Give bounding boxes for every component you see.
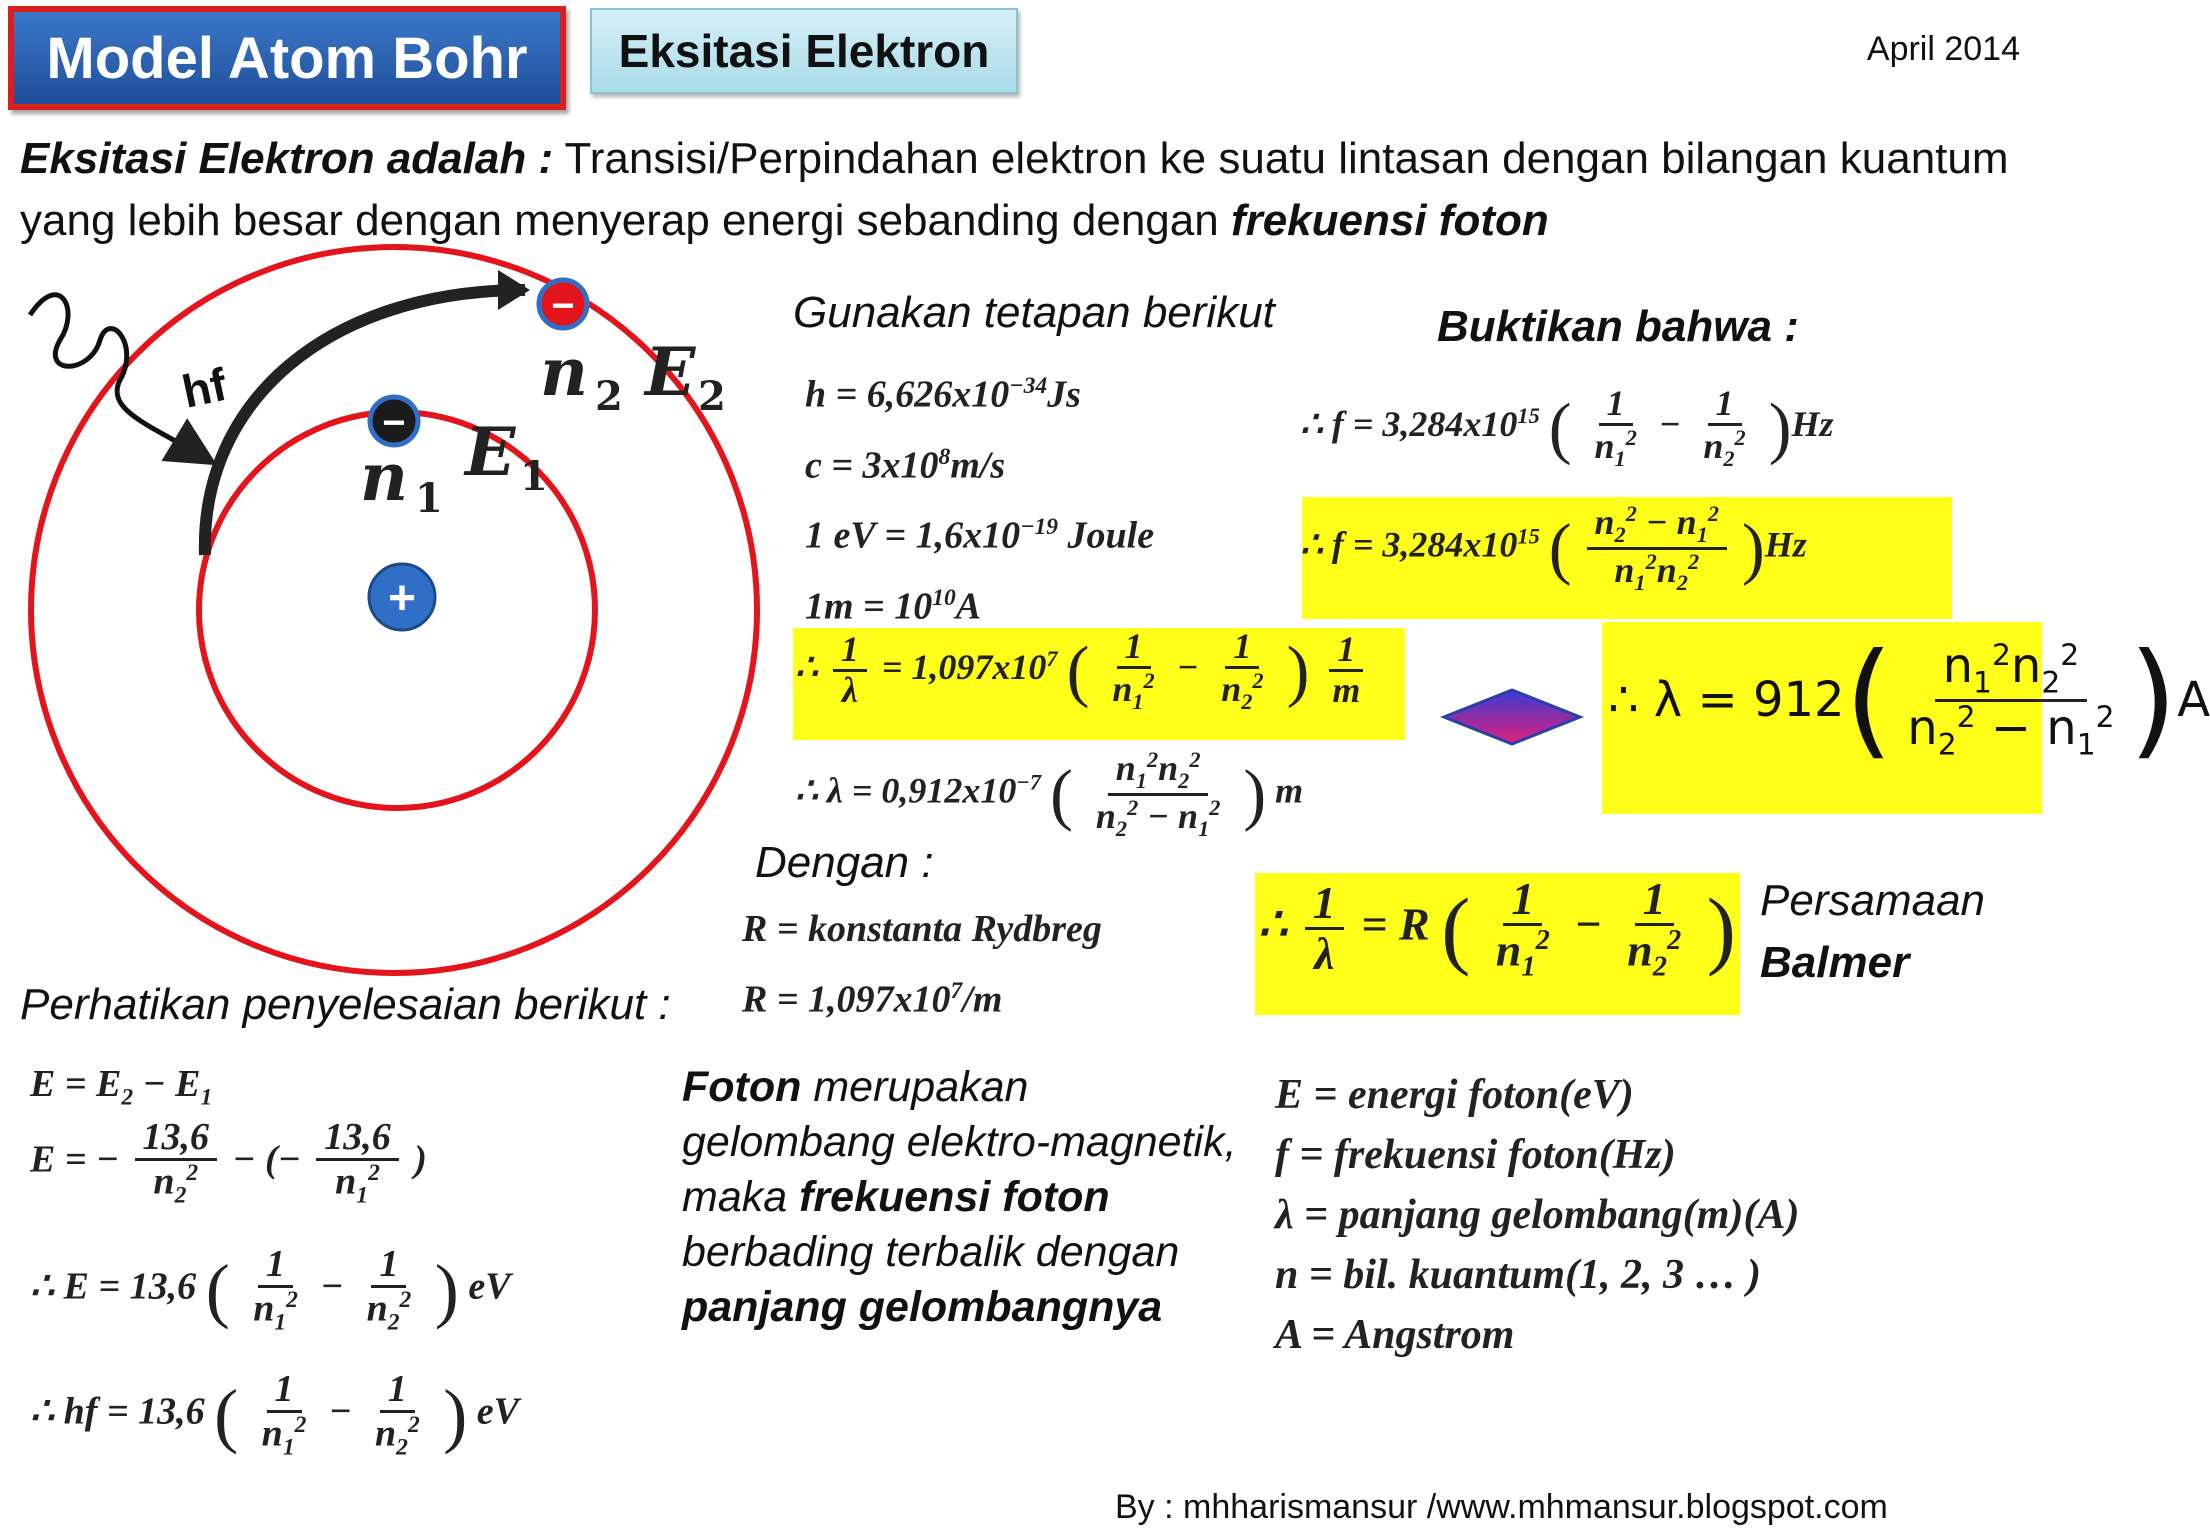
prove-eq2: ∴ $f = 3,284x10^{15}$ ( $\frac{n_2^2 - n_1^2}{n_1^2n_2^2}$ )Hz <box>1300 501 1807 595</box>
legend-block <box>1275 1065 1799 1365</box>
photon-note-b2: frekuensi foton <box>799 1173 1110 1221</box>
prove-eq1: ∴ $f = 3,284x10^{15}$ ( $\frac{1}{n_1^2}$ − $\frac{1}{n_2^2}$ )Hz <box>1300 383 1834 471</box>
E1-label: E <box>465 413 516 491</box>
balmer-eq: ∴ $\frac{1}{\lambda}$ = R ( $\frac{1}{n_1^2}$ − $\frac{1}{n_2^2}$ ) <box>1258 873 1736 983</box>
E2-subscript: 2 <box>698 373 726 420</box>
intro-lead: Eksitasi Elektron adalah : <box>20 134 554 183</box>
equivalence-diamond-icon <box>1442 688 1582 746</box>
title-badge: Model Atom Bohr <box>8 6 566 110</box>
const-ev: 1 eV = $1,6x10^{-19}$ Joule <box>805 514 1155 557</box>
minus-icon: − <box>551 284 575 328</box>
photon-note-t2: berbading terbalik dengan <box>682 1228 1180 1276</box>
n1-label: n <box>360 438 408 516</box>
solution-line1: $E = E_2 - E_1$ <box>30 1063 213 1111</box>
lambda-912-eq: ∴ λ = 912 ( $\frac{n_1^2n_2^2}{n_2^2 - n_1^2}$ ) A <box>1608 627 2210 772</box>
n2-subscript: 2 <box>595 373 623 420</box>
legend-item: n = bil. kuantum(1, 2, 3 … ) <box>1275 1252 1762 1298</box>
R-definition: R = konstanta Rydbreg <box>742 908 1102 950</box>
hf-label: hf <box>177 357 231 418</box>
intro-paragraph <box>20 128 2020 252</box>
const-c: $c = 3x10^8m/s$ <box>805 443 1006 487</box>
balmer-label-line2: Balmer <box>1760 938 1910 987</box>
E2-label: E <box>645 333 696 411</box>
balmer-label-line1: Persamaan <box>1760 876 1986 925</box>
dengan-block <box>742 898 1102 1031</box>
photon-note-t1: merupakan gelombang elektro-magnetik, maka <box>682 1063 1237 1221</box>
solution-line4: ∴ hf = 13,6 ( $\frac{1}{n_1^2}$ − $\frac{1}{n_2^2}$ ) eV <box>30 1368 519 1461</box>
photon-note <box>682 1060 1242 1335</box>
inv-lambda-eq: ∴ $\frac{1}{\lambda}$ = $1,097x10^7$ ( $\frac{1}{n_1^2}$ − $\frac{1}{n_2^2}$ ) $\frac{1}{m}$ <box>795 628 1374 713</box>
photon-note-b1: Foton <box>682 1063 802 1111</box>
legend-item: f = frekuensi foton(Hz) <box>1275 1132 1676 1178</box>
photon-note-b3: panjang gelombangnya <box>682 1283 1163 1331</box>
constants-block <box>805 355 1154 638</box>
plus-icon: + <box>387 572 417 625</box>
date-label: April 2014 <box>1866 30 2020 68</box>
const-m: $1m = 10^{10}A$ <box>805 584 982 628</box>
footer-credit: By : mhharismansur /www.mhmansur.blogspot.com <box>1115 1488 1888 1526</box>
solution-line3: ∴ E = 13,6 ( $\frac{1}{n_1^2}$ − $\frac{1}{n_2^2}$ ) eV <box>30 1243 511 1336</box>
legend-item: A = Angstrom <box>1275 1312 1515 1358</box>
bohr-atom-diagram <box>0 250 780 950</box>
solution-line2: E = − $\frac{13,6}{n_2^2}$ − (− $\frac{13,6}{n_1^2}$ ) <box>30 1116 427 1209</box>
intro-text: Transisi/Perpindahan elektron ke suatu lintasan dengan bilangan kuantum yang lebih besar dengan menyerap energi sebanding dengan <box>20 134 2009 245</box>
dengan-heading: Dengan : <box>755 838 934 887</box>
constants-heading: Gunakan tetapan berikut <box>793 288 1275 337</box>
prove-heading: Buktikan bahwa : <box>1437 302 1799 351</box>
solution-heading: Perhatikan penyelesaian berikut : <box>20 980 671 1029</box>
legend-item: E = energi foton(eV) <box>1275 1072 1634 1118</box>
R-value: $R = 1,097x10^7/m$ <box>742 978 1003 1021</box>
E1-subscript: 1 <box>520 453 548 500</box>
legend-item: λ = panjang gelombang(m)(A) <box>1275 1192 1800 1238</box>
balmer-label <box>1760 870 1985 994</box>
subtitle-badge: Eksitasi Elektron <box>590 8 1018 94</box>
n2-label: n <box>540 333 588 411</box>
intro-end: frekuensi foton <box>1230 196 1549 245</box>
const-h: $h = 6,626x10^{-34}Js$ <box>805 373 1081 416</box>
n1-subscript: 1 <box>415 475 443 522</box>
minus-icon: − <box>382 401 406 445</box>
transition-arrowhead <box>498 270 530 310</box>
lambda-eq: ∴ $\lambda = 0,912x10^{-7}$ ( $\frac{n_1^2n_2^2}{n_2^2 - n_1^2}$ ) m <box>795 747 1304 841</box>
